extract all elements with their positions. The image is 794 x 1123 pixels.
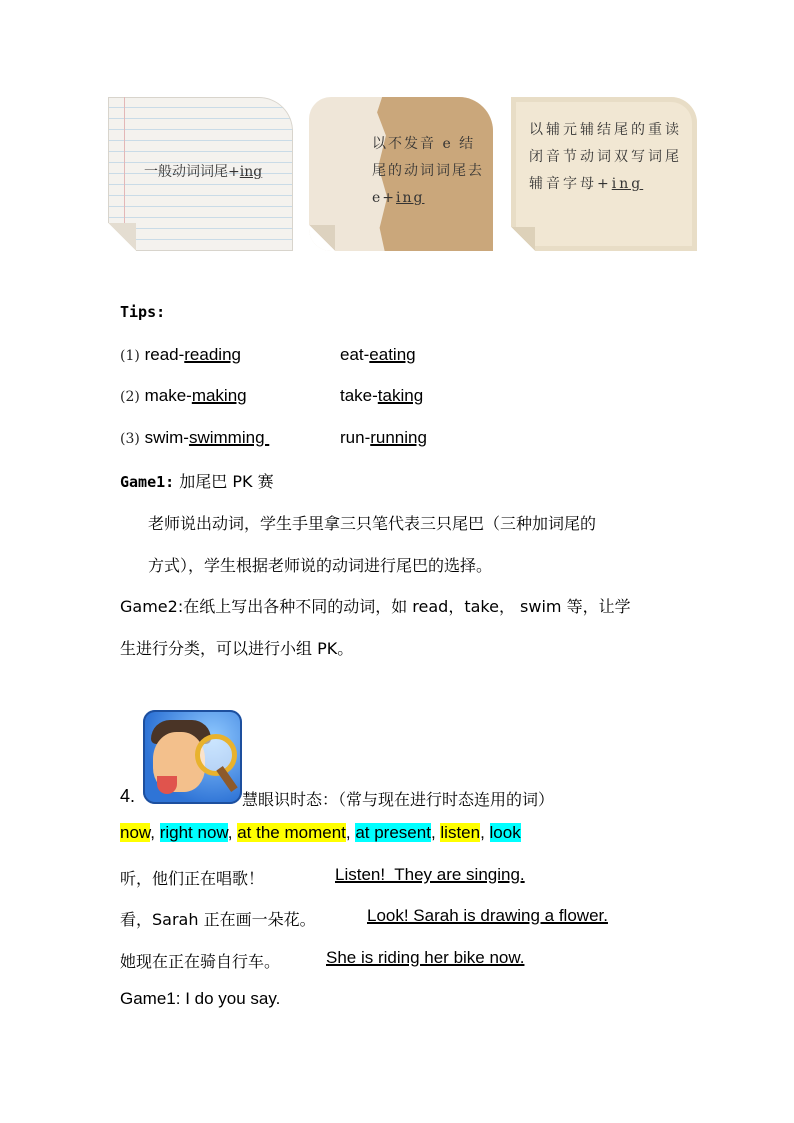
example-chinese: 她现在正在骑自行车。 [120, 952, 281, 971]
keyword: listen [440, 823, 481, 842]
rule-card-double-consonant [511, 97, 697, 251]
page-curl-icon [309, 225, 335, 251]
time-keywords: now, right now, at the moment, at present, listen, look [120, 823, 521, 842]
example-english: Look! Sarah is drawing a flower. [367, 906, 608, 925]
game2-description: Game2:在纸上写出各种不同的动词，如 read，take， swim 等，让学 [120, 597, 631, 616]
rule-card-text: 以辅元辅结尾的重读闭音节动词双写词尾辅音字母+ing [529, 122, 682, 192]
keyword: right now [159, 823, 228, 842]
section4-number: 4. [120, 786, 136, 806]
section4-title: 慧眼识时态：（常与现在进行时态连用的词） [242, 790, 555, 809]
keyword: now [120, 823, 151, 842]
game1-description: 方式），学生根据老师说的动词进行尾巴的选择。 [148, 556, 493, 575]
keyword: at the moment [237, 823, 346, 842]
keyword: look [489, 823, 521, 842]
tips-row: (3) swim-swimming run-running [120, 428, 427, 447]
page-curl-icon [108, 223, 136, 251]
rule-card-regular [108, 97, 293, 251]
keyword: at present [355, 823, 431, 842]
tips-row: (1) read-reading eat-eating [120, 345, 416, 364]
rule-card-drop-e [309, 97, 493, 251]
game1-say-line: Game1: I do you say. [120, 989, 281, 1008]
example-chinese: 看，Sarah 正在画一朵花。 [120, 910, 316, 929]
example-english: Listen! They are singing. [335, 865, 525, 884]
tips-row: (2) make-making take-taking [120, 386, 424, 405]
tips-heading: Tips: [120, 303, 166, 321]
rule-card-text: 一般动词词尾+ing [144, 164, 263, 180]
game1-description: 老师说出动词，学生手里拿三只笔代表三只尾巴（三种加词尾的 [148, 514, 597, 533]
page-curl-icon [511, 227, 535, 251]
game1-heading: Game1: 加尾巴 PK 赛 [120, 472, 274, 491]
game2-description: 生进行分类，可以进行小组 PK。 [120, 639, 354, 658]
rule-card-text: 以不发音 e 结尾的动词词尾去 e+ing [372, 136, 484, 206]
example-english: She is riding her bike now. [326, 948, 525, 967]
example-chinese: 听，他们正在唱歌！ [120, 869, 265, 888]
detective-avatar-icon [143, 710, 242, 804]
